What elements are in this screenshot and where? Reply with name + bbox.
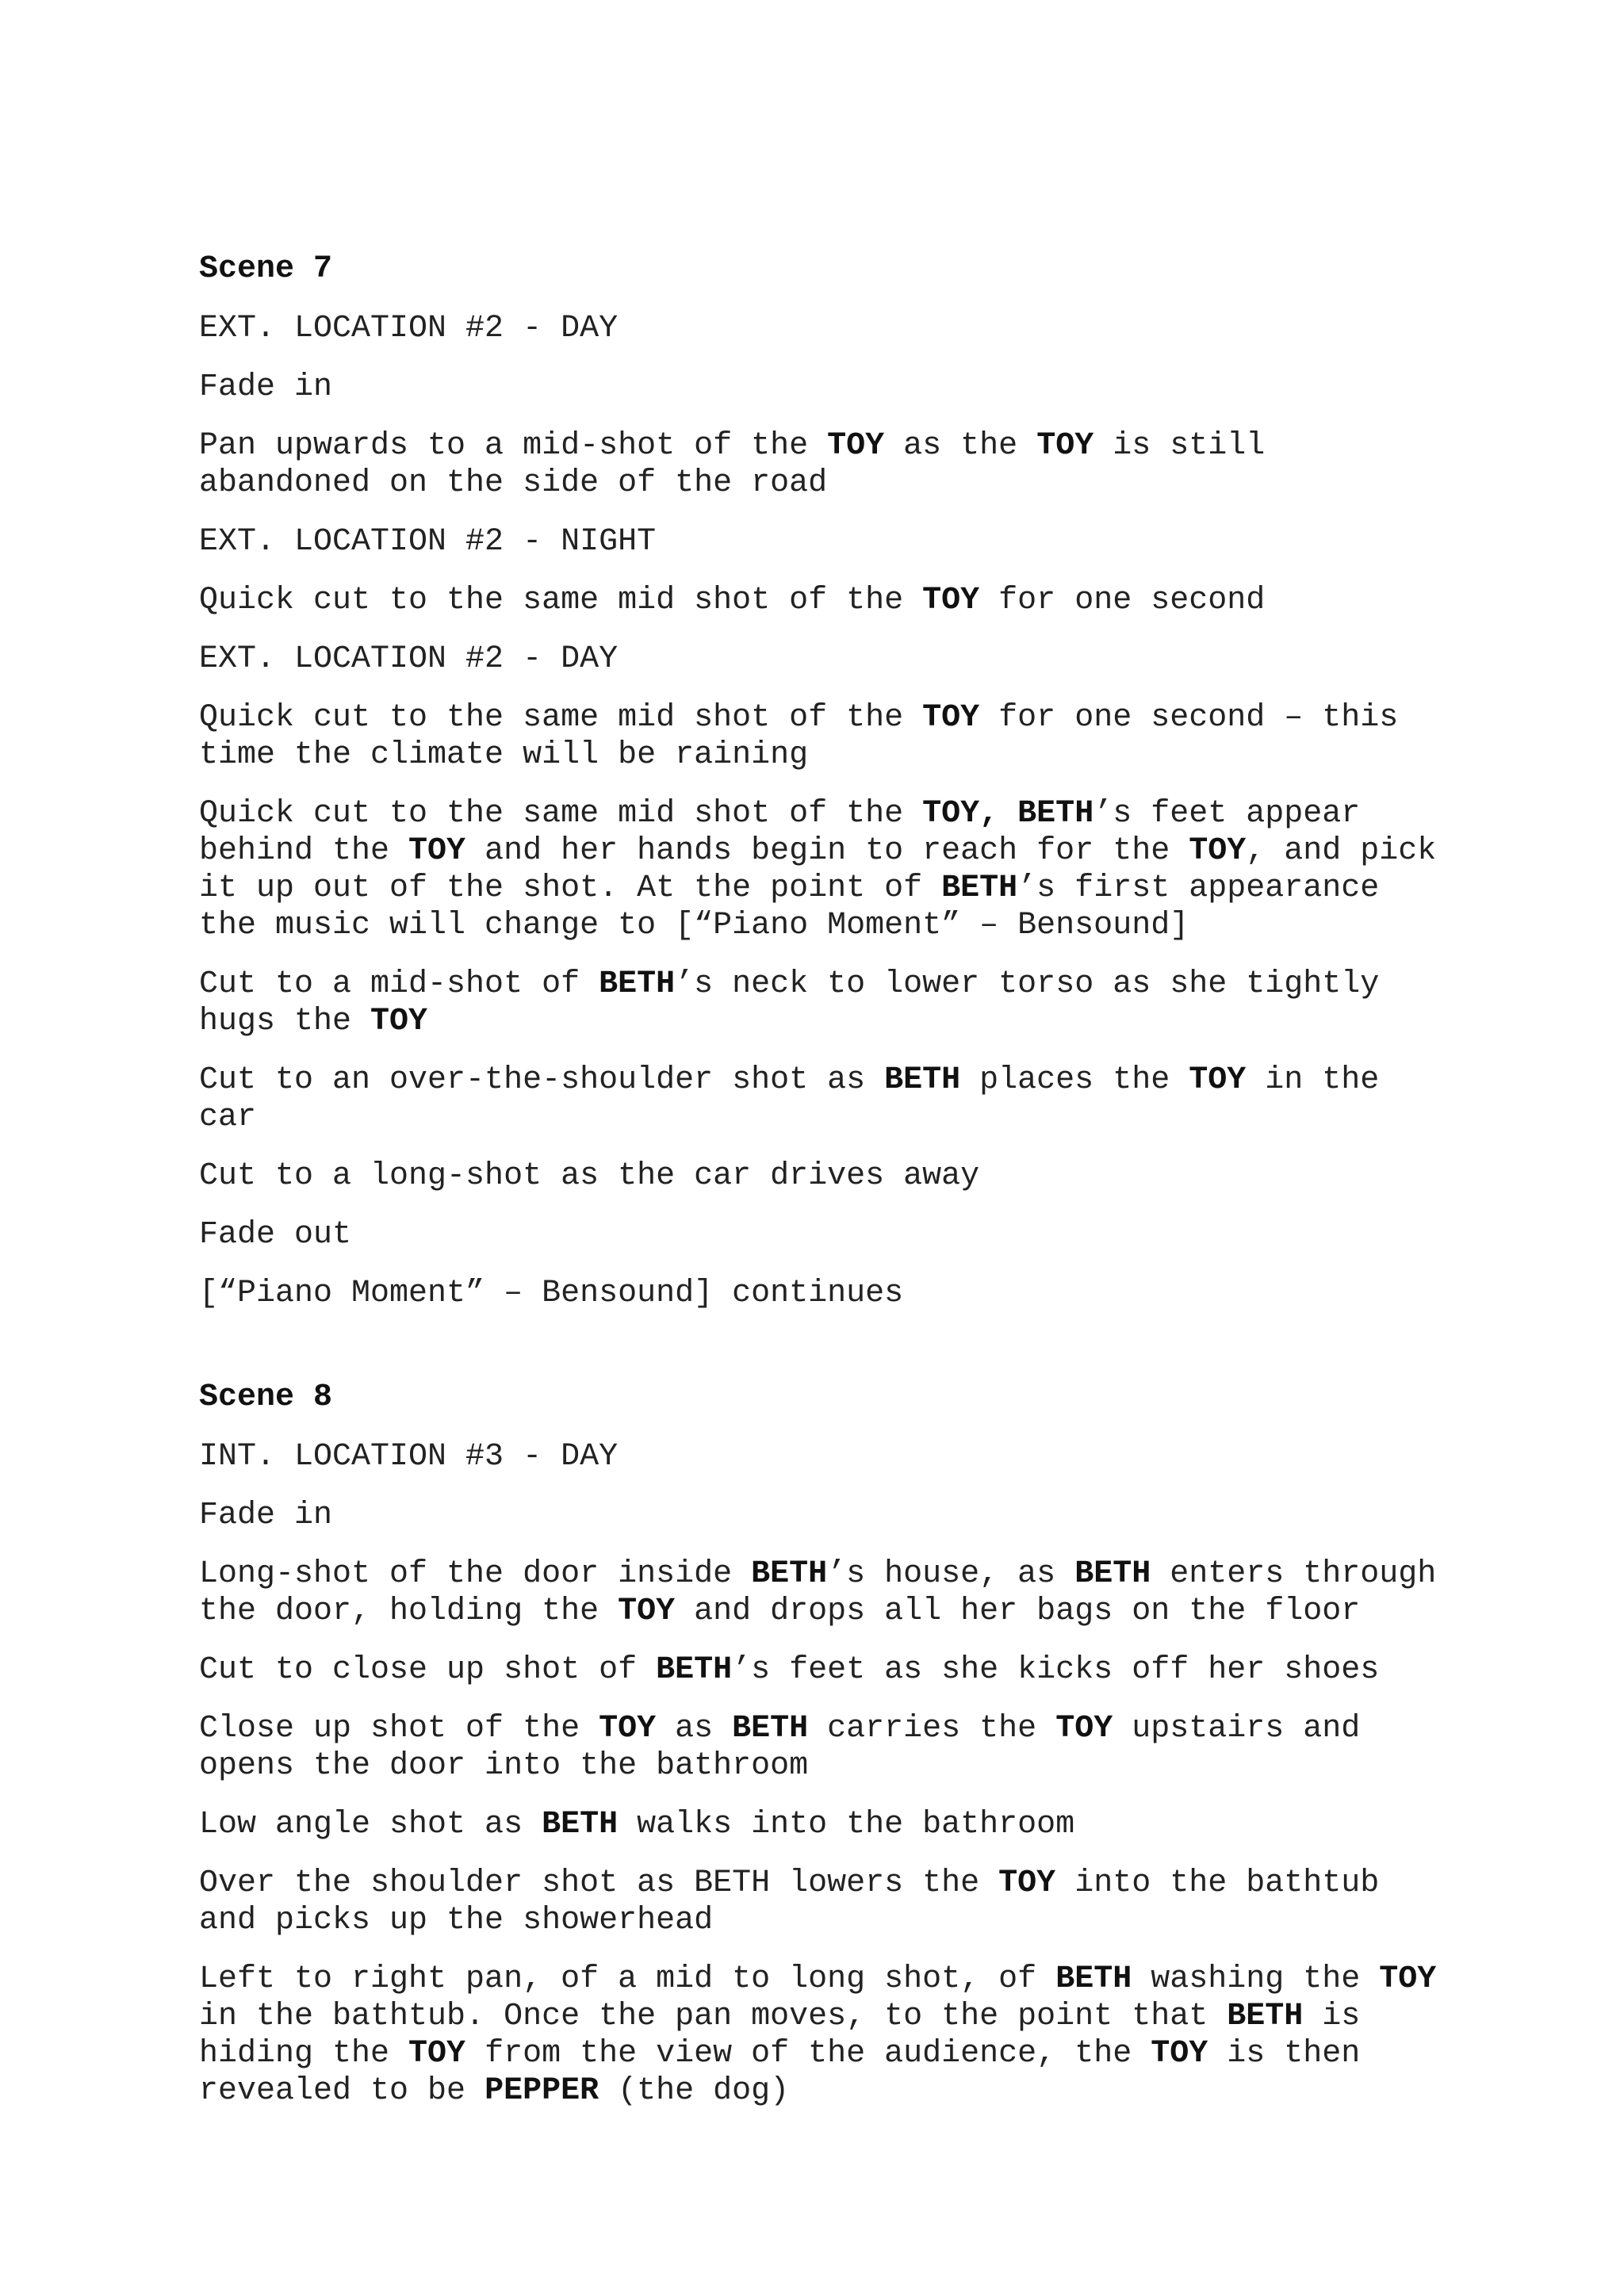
paragraph-text: ’s neck to lower torso as she tightly hugs the bbox=[199, 966, 1399, 1039]
scene-paragraph bbox=[199, 427, 1452, 502]
scene-paragraph bbox=[199, 699, 1452, 774]
paragraph-text: Cut to close up shot of bbox=[199, 1652, 657, 1688]
scene-paragraph bbox=[199, 1497, 1452, 1534]
paragraph-text: EXT. LOCATION #2 - NIGHT bbox=[199, 524, 657, 560]
scene-paragraph bbox=[199, 523, 1452, 561]
scene-paragraph bbox=[199, 1556, 1456, 1630]
paragraph-text: Quick cut to the same mid shot of the bbox=[199, 796, 923, 832]
paragraph-text: INT. LOCATION #3 - DAY bbox=[199, 1439, 619, 1475]
scene-7 bbox=[199, 251, 1456, 1312]
scene-paragraphs bbox=[199, 310, 1456, 1312]
bold-term: BETH bbox=[941, 871, 1018, 906]
bold-term: TOY bbox=[1189, 833, 1247, 869]
paragraph-text: Cut to a mid-shot of bbox=[199, 966, 599, 1002]
scene-paragraph bbox=[199, 966, 1452, 1040]
scene-heading: Scene 7 bbox=[199, 251, 333, 287]
bold-term: BETH bbox=[1074, 1556, 1151, 1592]
paragraph-text: Pan upwards to a mid-shot of the bbox=[199, 428, 828, 464]
scene-paragraphs bbox=[199, 1438, 1456, 2110]
paragraph-text: upstairs and opens the door into the bathroom bbox=[199, 1711, 1380, 1784]
paragraph-text: and her hands begin to reach for the bbox=[465, 833, 1189, 869]
bold-term: TOY bbox=[827, 428, 885, 464]
bold-term: TOY bbox=[370, 1004, 428, 1039]
bold-term: BETH bbox=[1227, 1999, 1304, 2034]
scene-paragraph bbox=[199, 1651, 1452, 1689]
bold-term: TOY bbox=[922, 700, 980, 736]
scene-paragraph bbox=[199, 1275, 1452, 1312]
bold-term: TOY bbox=[1379, 1961, 1437, 1997]
bold-term: TOY bbox=[1151, 2036, 1208, 2072]
paragraph-text: ’s first appearance the music will change to [“Piano Moment” – Bensound] bbox=[199, 871, 1399, 943]
bold-term: BETH bbox=[599, 966, 676, 1002]
bold-term: TOY, BETH bbox=[922, 796, 1094, 832]
paragraph-text: is hiding the bbox=[199, 1999, 1380, 2072]
paragraph-text: is still abandoned on the side of the road bbox=[199, 428, 1285, 501]
scene-paragraph bbox=[199, 1438, 1452, 1475]
paragraph-text: Cut to a long-shot as the car drives away bbox=[199, 1158, 980, 1194]
paragraph-text: walks into the bathroom bbox=[618, 1807, 1075, 1843]
paragraph-text: places the bbox=[960, 1062, 1189, 1098]
paragraph-text: Left to right pan, of a mid to long shot, of bbox=[199, 1961, 1056, 1997]
paragraph-text: Long-shot of the door inside bbox=[199, 1556, 752, 1592]
bold-term: TOY bbox=[599, 1711, 657, 1747]
paragraph-text: for one second bbox=[979, 583, 1266, 618]
script-body bbox=[199, 251, 1456, 2110]
paragraph-text: Fade in bbox=[199, 369, 333, 405]
scene-paragraph bbox=[199, 1961, 1456, 2110]
bold-term: BETH bbox=[1055, 1961, 1132, 1997]
bold-term: TOY bbox=[408, 2036, 466, 2072]
paragraph-text: [“Piano Moment” – Bensound] continues bbox=[199, 1276, 904, 1311]
bold-term: TOY bbox=[1036, 428, 1094, 464]
bold-term: BETH bbox=[656, 1652, 733, 1688]
bold-term: TOY bbox=[618, 1594, 676, 1629]
bold-term: TOY bbox=[1055, 1711, 1113, 1747]
scene-paragraph bbox=[199, 369, 1452, 406]
bold-term: TOY bbox=[1189, 1062, 1247, 1098]
paragraph-text: ’s feet appear behind the bbox=[199, 796, 1380, 869]
paragraph-text: Cut to an over-the-shoulder shot as bbox=[199, 1062, 885, 1098]
scene-paragraph bbox=[199, 1806, 1452, 1843]
paragraph-text: Fade out bbox=[199, 1217, 352, 1253]
paragraph-text: Close up shot of the bbox=[199, 1711, 599, 1747]
scene-paragraph bbox=[199, 795, 1456, 944]
scene-paragraph bbox=[199, 1710, 1452, 1785]
paragraph-text: Quick cut to the same mid shot of the bbox=[199, 700, 923, 736]
paragraph-text: ’s feet as she kicks off her shoes bbox=[732, 1652, 1380, 1688]
bold-term: TOY bbox=[408, 833, 466, 869]
scene-paragraph bbox=[199, 1865, 1452, 1939]
paragraph-text: EXT. LOCATION #2 - DAY bbox=[199, 641, 619, 677]
paragraph-text: as the bbox=[884, 428, 1037, 464]
bold-term: TOY bbox=[922, 583, 980, 618]
scene-8 bbox=[199, 1379, 1456, 2110]
scene-paragraph bbox=[199, 1216, 1452, 1253]
paragraph-text: EXT. LOCATION #2 - DAY bbox=[199, 311, 619, 346]
paragraph-text: as bbox=[656, 1711, 733, 1747]
paragraph-text: Quick cut to the same mid shot of the bbox=[199, 583, 923, 618]
bold-term: PEPPER bbox=[485, 2073, 599, 2109]
paragraph-text: enters through the door, holding the bbox=[199, 1556, 1456, 1629]
bold-term: BETH bbox=[542, 1807, 619, 1843]
paragraph-text: ’s house, as bbox=[827, 1556, 1075, 1592]
scene-paragraph bbox=[199, 641, 1452, 678]
bold-term: BETH bbox=[751, 1556, 828, 1592]
scene-paragraph bbox=[199, 1158, 1452, 1195]
paragraph-text: for one second – this time the climate will be raining bbox=[199, 700, 1418, 773]
paragraph-text: in the bathtub. Once the pan moves, to the point that bbox=[199, 1961, 1456, 2034]
paragraph-text: (the dog) bbox=[599, 2073, 790, 2109]
scene-paragraph bbox=[199, 1062, 1452, 1136]
paragraph-text: Low angle shot as bbox=[199, 1807, 542, 1843]
paragraph-text: in the car bbox=[199, 1062, 1399, 1135]
paragraph-text: washing the bbox=[1132, 1961, 1380, 1997]
scene-heading: Scene 8 bbox=[199, 1380, 333, 1415]
paragraph-text: into the bathtub and picks up the showerhead bbox=[199, 1866, 1399, 1938]
paragraph-text: Over the shoulder shot as BETH lowers the bbox=[199, 1866, 999, 1901]
bold-term: TOY bbox=[998, 1866, 1056, 1901]
paragraph-text: , and pick it up out of the shot. At the point of bbox=[199, 833, 1456, 906]
paragraph-text: is then revealed to be bbox=[199, 2036, 1380, 2109]
bold-term: BETH bbox=[884, 1062, 961, 1098]
scene-paragraph bbox=[199, 310, 1452, 347]
bold-term: BETH bbox=[732, 1711, 809, 1747]
paragraph-text: carries the bbox=[808, 1711, 1056, 1747]
paragraph-text: Fade in bbox=[199, 1498, 333, 1533]
paragraph-text: from the view of the audience, the bbox=[465, 2036, 1151, 2072]
paragraph-text: and drops all her bags on the floor bbox=[675, 1594, 1361, 1629]
scene-paragraph bbox=[199, 582, 1452, 619]
